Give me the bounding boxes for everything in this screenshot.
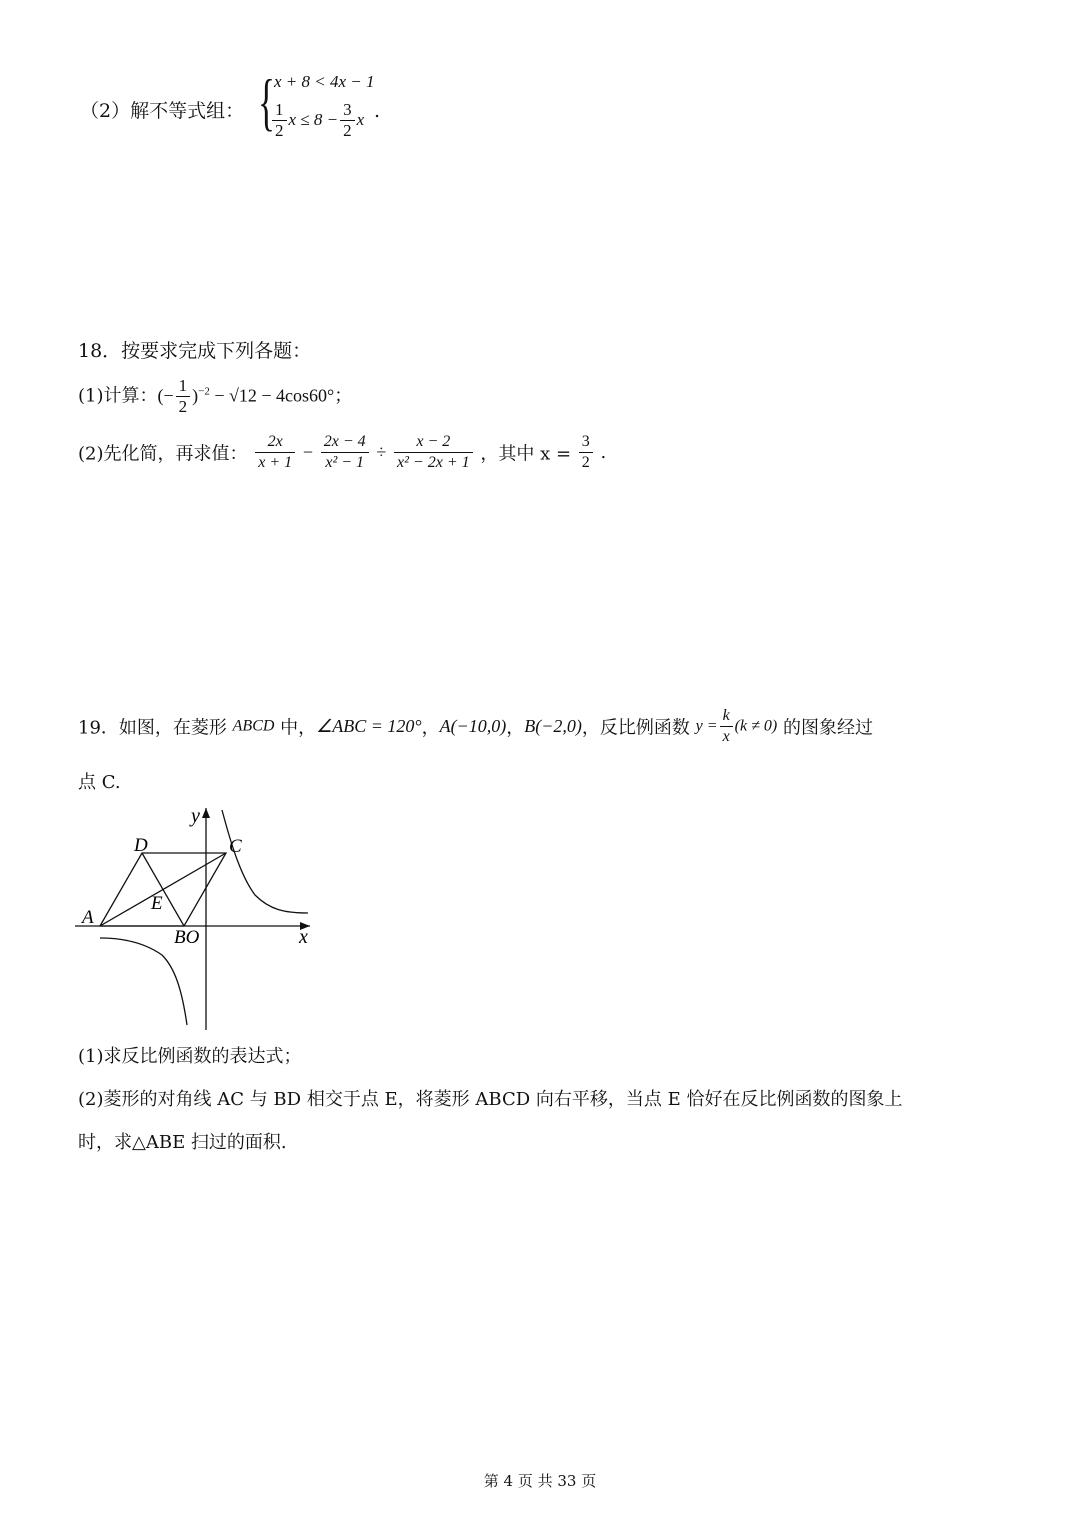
q19-line2: 点 C. (78, 772, 121, 793)
q19-line1: 19．如图，在菱形 ABCD 中，∠ABC = 120°，A(−10,0)，B(−2,0)，反比例函数 y = $\frac{k}{x}$ (k ≠ 0) 的图象经过 (78, 707, 873, 745)
inequality-1: x + 8 < 4x − 1 (274, 72, 375, 91)
label-e: E (151, 893, 163, 914)
system-brace: { (258, 66, 275, 137)
q17-end-dot: . (374, 100, 381, 122)
q18-part1: (1)计算：(− $\frac{1}{2}$ )$^{-2}$ − √12 − 4cos60°； (78, 376, 353, 416)
label-c: C (229, 836, 242, 857)
inequality-2: $\frac{1}{2}$ x ≤ 8 − $\frac{3}{2}$ x (270, 100, 364, 141)
q17-part2-label: （2）解不等式组： (80, 100, 245, 122)
label-a: A (82, 907, 94, 928)
label-d: D (134, 835, 148, 856)
y-axis-arrow (202, 808, 210, 818)
label-x: x (299, 926, 308, 948)
q19-sub2-line1: (2)菱形的对角线 AC 与 BD 相交于点 E，将菱形 ABCD 向右平移，当点 E 恰好在反比例函数的图象上 (78, 1089, 903, 1110)
hyperbola-upper (222, 810, 308, 913)
hyperbola-lower (100, 938, 187, 1025)
q18-part2: (2)先化简，再求值： $\frac{2x}{x + 1}$ − $\frac{2x - 4}{\text{x² − 1}}$ ÷ $\frac{x - 2}{\text{x² − 2x + 1}}$ ，其中 x = $\frac{3}{2}$ . (78, 433, 607, 471)
q19-sub2-line2: 时，求△ABE 扫过的面积. (78, 1132, 287, 1153)
q19-sub1: (1)求反比例函数的表达式； (78, 1046, 302, 1067)
label-y: y (191, 805, 200, 827)
diagonal-bd (142, 853, 184, 926)
label-bo: BO (174, 927, 200, 948)
page-footer: 第 4 页 共 33 页 (483, 1472, 597, 1490)
q18-heading: 18．按要求完成下列各题： (78, 340, 312, 362)
rhombus-figure (70, 800, 330, 1035)
